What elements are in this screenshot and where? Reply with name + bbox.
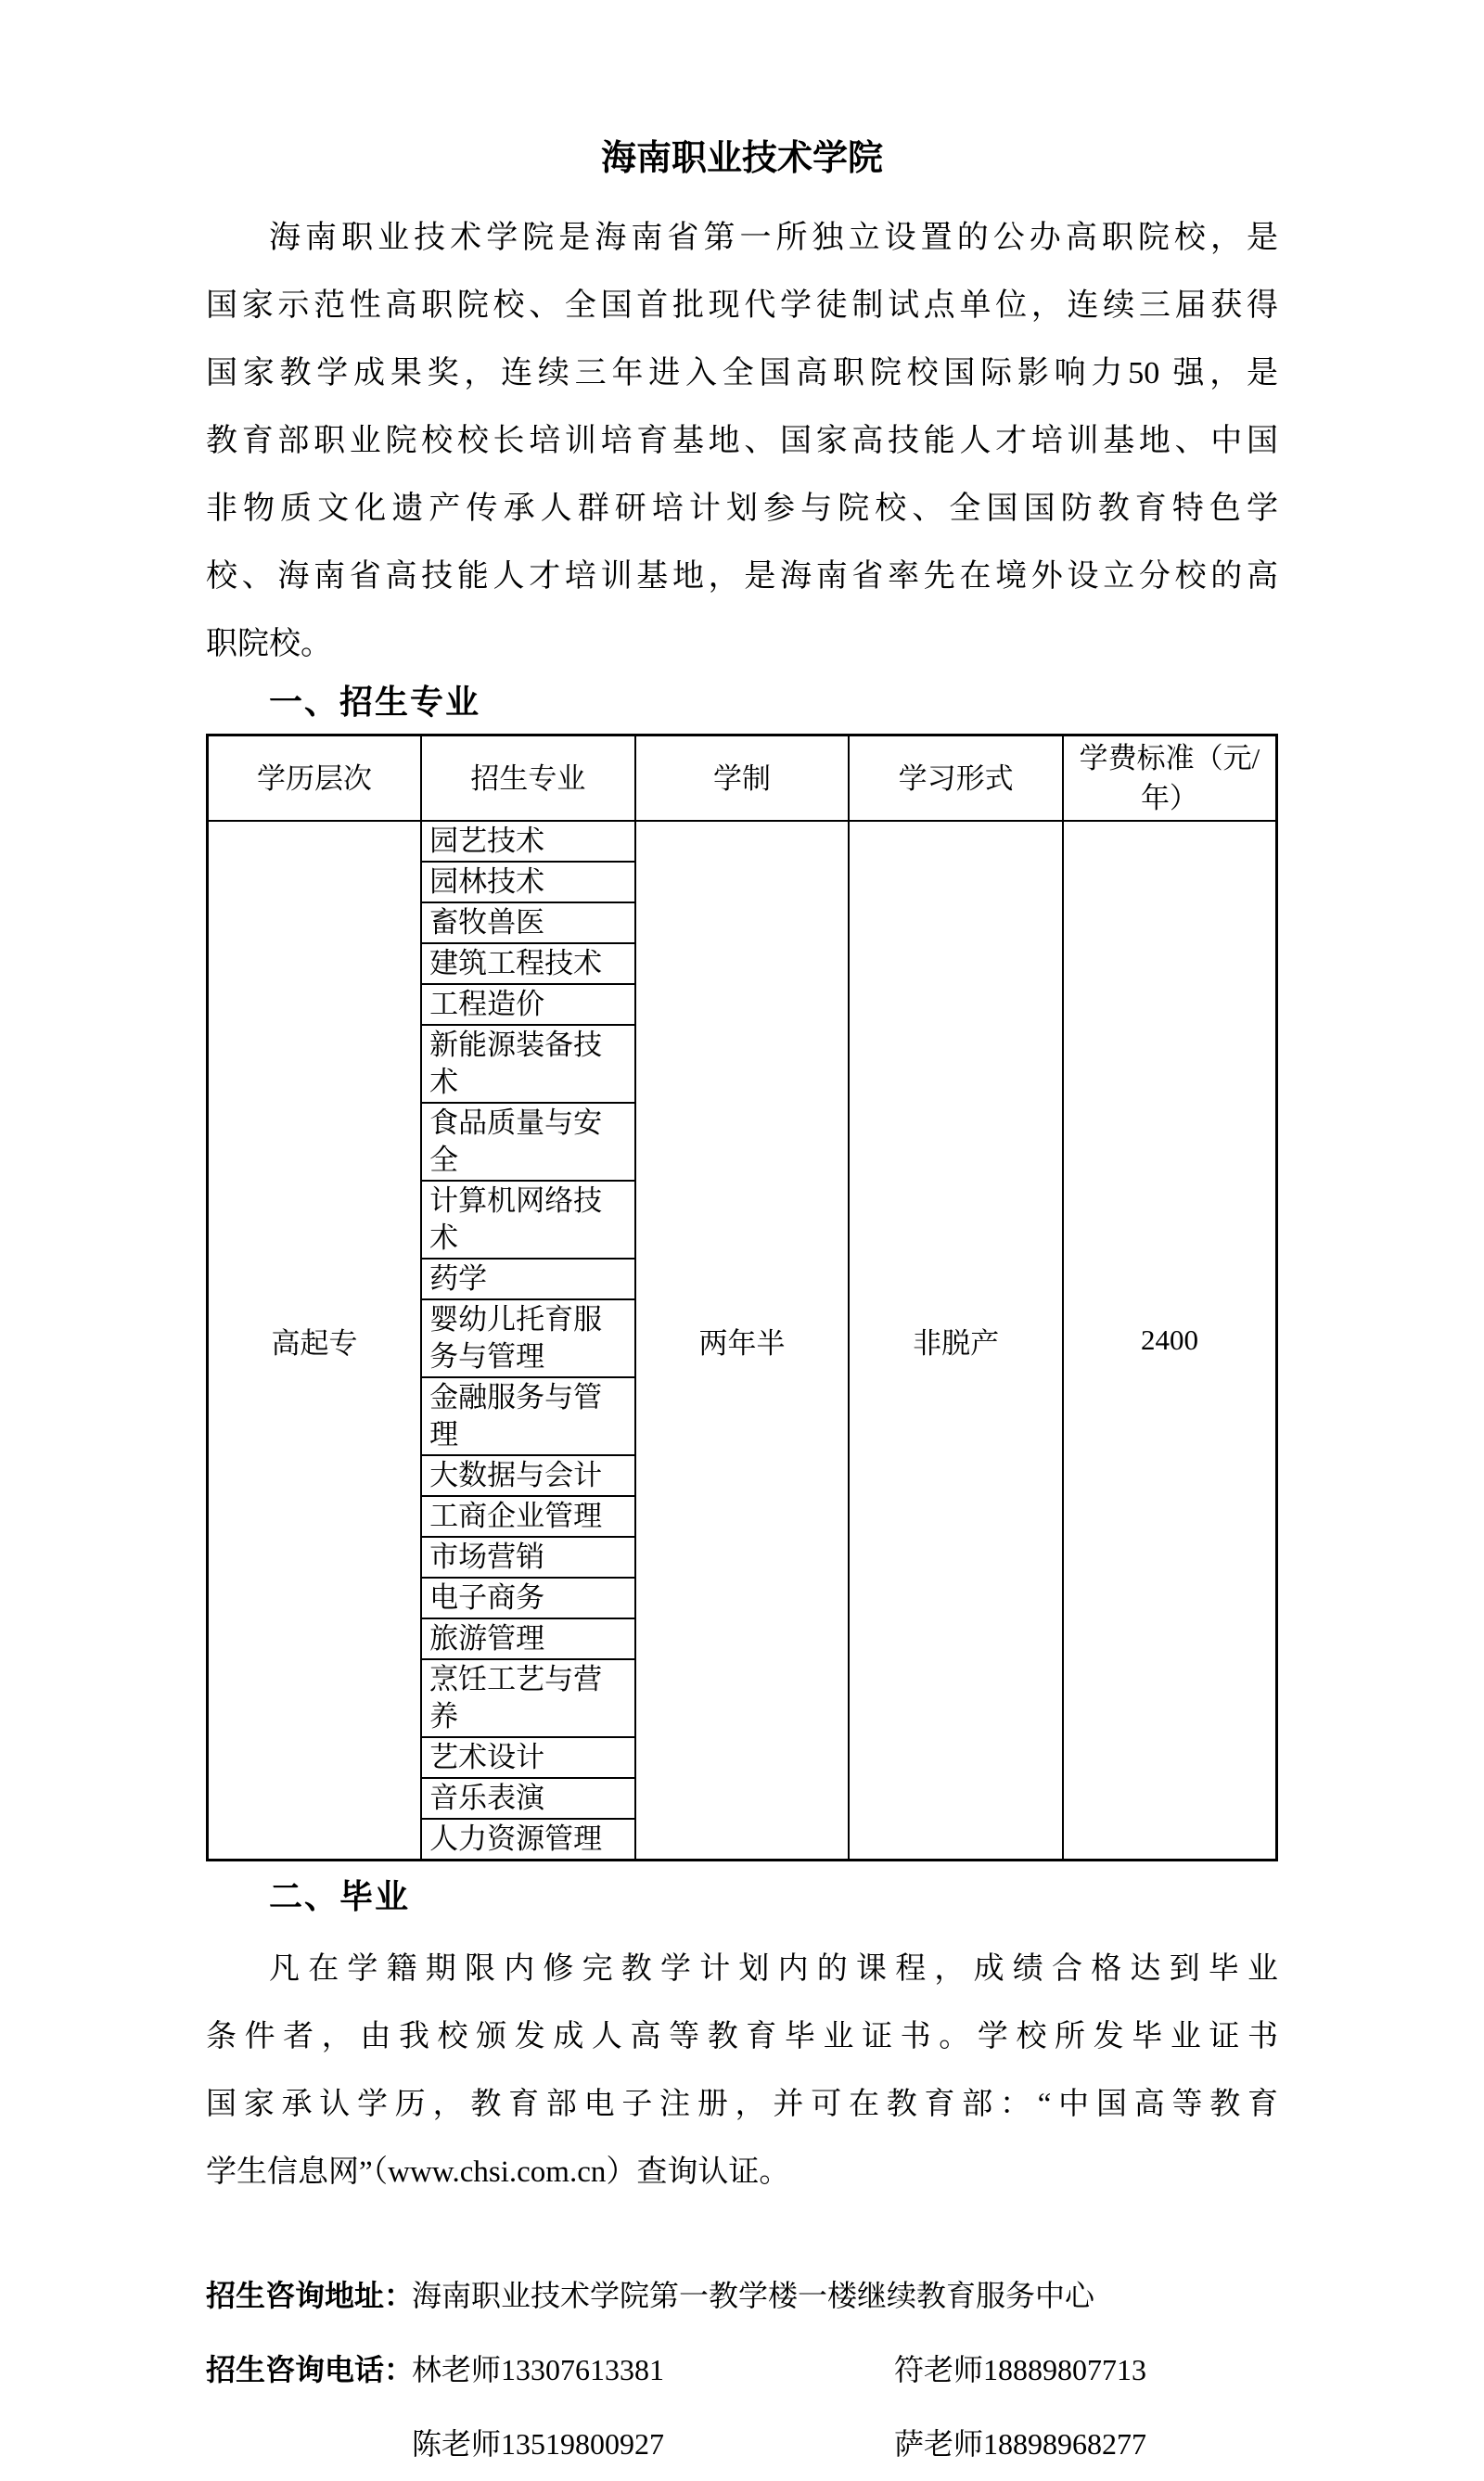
- phone-entry: 陈老师13519800927: [412, 2427, 665, 2461]
- major-cell: 旅游管理: [421, 1618, 635, 1659]
- major-cell: 计算机网络技术: [421, 1181, 635, 1259]
- intro-paragraph: [206, 204, 1278, 678]
- col-header-tuition: 学费标准（元/年）: [1063, 735, 1277, 822]
- major-cell: 金融服务与管理: [421, 1377, 635, 1455]
- contact-phone-line-2: [206, 2407, 1278, 2481]
- tuition-cell: 2400: [1063, 821, 1277, 1861]
- major-cell: 音乐表演: [421, 1778, 635, 1819]
- major-cell: 电子商务: [421, 1578, 635, 1618]
- address-label: 招生咨询地址：: [206, 2279, 415, 2312]
- study-form-cell: 非脱产: [849, 821, 1063, 1861]
- contact-address-line: [206, 2258, 1278, 2333]
- graduation-line: 国家承认学历，教育部电子注册，并可在教育部：“中国高等教育: [206, 2088, 1278, 2121]
- intro-line: 职院校。: [206, 627, 332, 661]
- major-cell: 烹饪工艺与营养: [421, 1659, 635, 1737]
- section-heading-graduation: 二、毕业: [269, 1877, 411, 1915]
- table-row: [208, 821, 1277, 862]
- graduation-line: 凡在学籍期限内修完教学计划内的课程，成绩合格达到毕业: [269, 1952, 1278, 1986]
- majors-table: [206, 734, 1278, 1861]
- phone-label: 招生咨询电话：: [206, 2353, 415, 2386]
- major-cell: 大数据与会计: [421, 1455, 635, 1496]
- major-cell: 人力资源管理: [421, 1819, 635, 1861]
- major-cell: 市场营销: [421, 1537, 635, 1578]
- major-cell: 婴幼儿托育服务与管理: [421, 1299, 635, 1377]
- intro-line: 非物质文化遗产传承人群研培计划参与院校、全国国防教育特色学: [206, 492, 1278, 526]
- major-cell: 食品质量与安全: [421, 1103, 635, 1181]
- intro-line: 海南职业技术学院是海南省第一所独立设置的公办高职院校，是: [269, 221, 1278, 255]
- intro-line: 教育部职业院校校长培训培育基地、国家高技能人才培训基地、中国: [206, 424, 1278, 458]
- major-cell: 药学: [421, 1259, 635, 1299]
- major-cell: 艺术设计: [421, 1737, 635, 1778]
- major-cell: 园艺技术: [421, 821, 635, 862]
- major-cell: 建筑工程技术: [421, 943, 635, 984]
- level-cell: 高起专: [208, 821, 422, 1861]
- major-cell: 新能源装备技术: [421, 1025, 635, 1103]
- section-heading-majors: 一、招生专业: [269, 683, 481, 721]
- table-header-row: [208, 735, 1277, 822]
- contact-block: [206, 2258, 1278, 2481]
- col-header-level: 学历层次: [208, 735, 422, 822]
- major-cell: 园林技术: [421, 862, 635, 902]
- major-cell: 工程造价: [421, 984, 635, 1025]
- graduation-line: 学生信息网”（www.chsi.com.cn）查询认证。: [206, 2155, 790, 2189]
- intro-line: 国家教学成果奖，连续三年进入全国高职院校国际影响力50 强，是: [206, 356, 1278, 390]
- graduation-line: 条件者，由我校颁发成人高等教育毕业证书。学校所发毕业证书: [206, 2020, 1278, 2053]
- col-header-major: 招生专业: [421, 735, 635, 822]
- phone-entry: 符老师18889807713: [894, 2353, 1147, 2386]
- phone-entry: 萨老师18898968277: [894, 2427, 1147, 2461]
- phone-entry: 林老师13307613381: [412, 2353, 665, 2386]
- col-header-study-form: 学习形式: [849, 735, 1063, 822]
- page-title: 海南职业技术学院: [600, 139, 883, 178]
- major-cell: 畜牧兽医: [421, 902, 635, 943]
- address-value: 海南职业技术学院第一教学楼一楼继续教育服务中心: [412, 2279, 1095, 2312]
- major-cell: 工商企业管理: [421, 1496, 635, 1537]
- intro-line: 校、海南省高技能人才培训基地，是海南省率先在境外设立分校的高: [206, 559, 1278, 594]
- duration-cell: 两年半: [635, 821, 850, 1861]
- contact-phone-line-1: [206, 2333, 1278, 2407]
- intro-line: 国家示范性高职院校、全国首批现代学徒制试点单位，连续三届获得: [206, 288, 1278, 323]
- graduation-paragraph: [206, 1936, 1278, 2206]
- col-header-duration: 学制: [635, 735, 850, 822]
